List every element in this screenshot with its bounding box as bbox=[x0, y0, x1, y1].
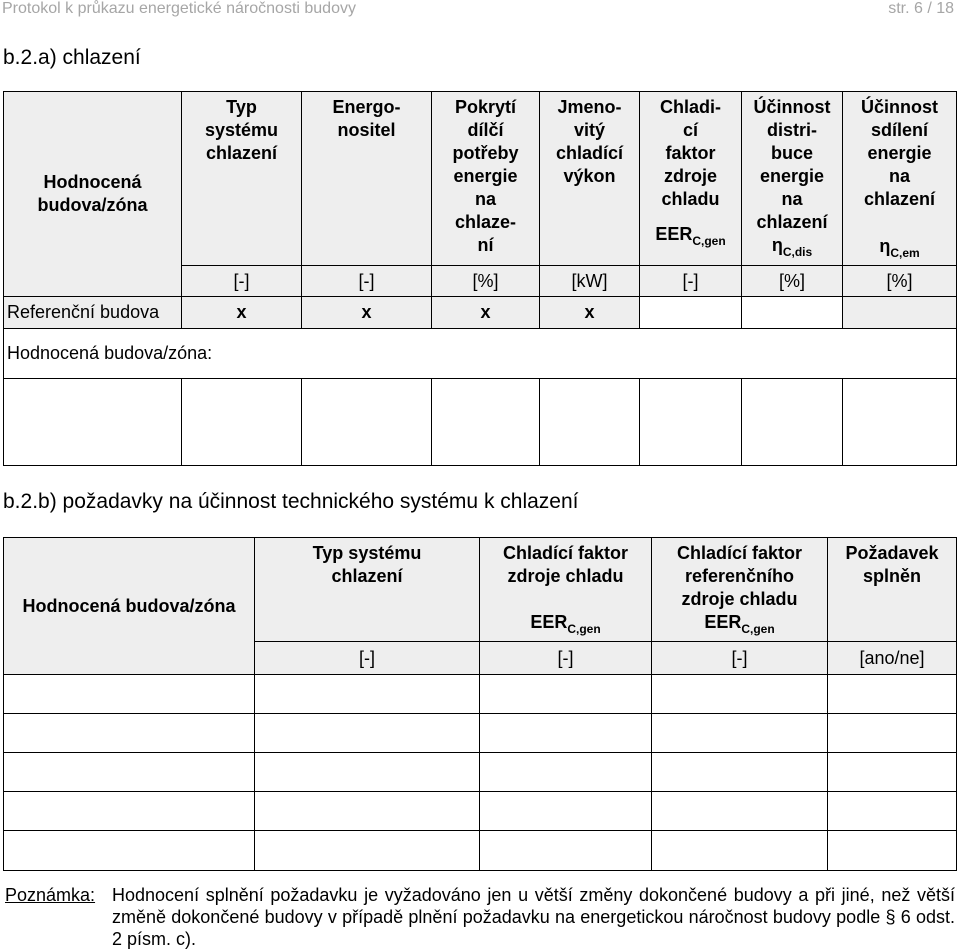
data-row bbox=[4, 675, 957, 714]
data-cell[interactable] bbox=[652, 831, 828, 871]
symbol-eer-ref: $EER_{C,gen}$ bbox=[704, 612, 775, 636]
data-cell[interactable] bbox=[4, 379, 182, 466]
symbol-eer: $EER_{C,gen}$ bbox=[655, 224, 726, 248]
reference-label: Referenční budova bbox=[4, 297, 182, 329]
header-line: sdílení bbox=[870, 120, 928, 140]
header-system-type bbox=[255, 538, 480, 642]
data-cell[interactable] bbox=[4, 675, 255, 714]
header-line: potřeby bbox=[452, 143, 519, 163]
header-line: na bbox=[781, 189, 803, 209]
data-cell[interactable] bbox=[255, 675, 480, 714]
header-line: energie bbox=[453, 166, 518, 186]
unit-cell: [-] bbox=[652, 642, 828, 675]
data-cell[interactable] bbox=[255, 792, 480, 831]
header-line: zdroje chladu bbox=[681, 589, 798, 609]
header-line: chladící bbox=[555, 143, 624, 163]
header-line: faktor bbox=[665, 143, 716, 163]
unit-cell: [-] bbox=[302, 266, 432, 297]
header-line: dílčí bbox=[467, 120, 504, 140]
page-number: str. 6 / 18 bbox=[888, 0, 954, 17]
unit-cell: [%] bbox=[742, 266, 843, 297]
header-line: na bbox=[888, 166, 910, 186]
data-cell[interactable] bbox=[742, 379, 843, 466]
data-cell[interactable] bbox=[640, 379, 742, 466]
data-cell[interactable] bbox=[255, 831, 480, 871]
reference-cell bbox=[843, 297, 957, 329]
header-line: vitý bbox=[573, 120, 606, 140]
header-energy-carrier bbox=[302, 92, 432, 266]
header-line: výkon bbox=[563, 166, 616, 186]
header-line: chlazení bbox=[331, 566, 403, 586]
row-label-header-text: Hodnocená budova/zóna bbox=[37, 172, 148, 215]
header-line: Požadavek bbox=[845, 543, 939, 563]
header-line: energie bbox=[759, 166, 825, 186]
header-line: Účinnost bbox=[753, 97, 831, 117]
reference-cell: x bbox=[182, 297, 302, 329]
header-line: Typ bbox=[226, 97, 257, 117]
note-text: Hodnocení splnění požadavku je vyžadováno jen u větší změny dokončené budovy a při jiné, než větší změně dokončené budovy v případě plnění požadavku na energetickou náročnost budovy podle § 6 odst. 2 písm. c). bbox=[112, 885, 955, 949]
data-cell[interactable] bbox=[828, 714, 957, 753]
symbol-eta-em: $\eta_{C,em}$ bbox=[879, 236, 920, 260]
unit-cell: [-] bbox=[182, 266, 302, 297]
data-cell[interactable] bbox=[255, 714, 480, 753]
header-nominal-power bbox=[540, 92, 640, 266]
header-line: Typ systému bbox=[312, 543, 422, 563]
data-cell[interactable] bbox=[182, 379, 302, 466]
header-line: nositel bbox=[337, 120, 396, 140]
requirements-table bbox=[3, 537, 957, 871]
unit-cell: [-] bbox=[255, 642, 480, 675]
note-label: Poznámka: bbox=[5, 885, 96, 905]
data-cell[interactable] bbox=[4, 831, 255, 871]
unit-cell: [ano/ne] bbox=[828, 642, 957, 675]
page-header bbox=[2, 0, 954, 26]
symbol-eer: $EER_{C,gen}$ bbox=[530, 612, 601, 636]
header-line: zdroje chladu bbox=[507, 566, 624, 586]
section-a-title: b.2.a) chlazení bbox=[3, 46, 141, 69]
header-line: Chladící faktor bbox=[676, 543, 803, 563]
data-cell[interactable] bbox=[540, 379, 640, 466]
header-line: chlazení bbox=[756, 212, 828, 232]
header-line: chladu bbox=[661, 189, 720, 209]
header-line: chlazení bbox=[863, 189, 936, 209]
header-line: buce bbox=[770, 143, 813, 163]
data-cell[interactable] bbox=[480, 831, 652, 871]
data-cell[interactable] bbox=[302, 379, 432, 466]
row-label-header bbox=[4, 538, 255, 675]
data-cell[interactable] bbox=[652, 714, 828, 753]
header-cooling-factor bbox=[640, 92, 742, 266]
evaluated-label: Hodnocená budova/zóna: bbox=[4, 329, 957, 379]
data-cell[interactable] bbox=[828, 792, 957, 831]
header-emission-efficiency bbox=[843, 92, 957, 266]
header-requirement-met bbox=[828, 538, 957, 642]
unit-cell: [%] bbox=[432, 266, 540, 297]
unit-cell: [-] bbox=[480, 642, 652, 675]
data-cell[interactable] bbox=[480, 792, 652, 831]
reference-cell: x bbox=[302, 297, 432, 329]
header-system-type bbox=[182, 92, 302, 266]
evaluated-label-row bbox=[4, 329, 957, 379]
section-b-title: b.2.b) požadavky na účinnost technického systému k chlazení bbox=[3, 490, 579, 513]
data-cell[interactable] bbox=[828, 831, 957, 871]
data-cell[interactable] bbox=[480, 714, 652, 753]
data-cell[interactable] bbox=[828, 753, 957, 792]
header-line: zdroje bbox=[663, 166, 717, 186]
cooling-table bbox=[3, 91, 957, 466]
evaluated-data-row bbox=[4, 379, 957, 466]
data-row bbox=[4, 831, 957, 871]
data-cell[interactable] bbox=[652, 675, 828, 714]
data-cell[interactable] bbox=[255, 753, 480, 792]
header-line: chlazení bbox=[205, 143, 278, 163]
reference-row bbox=[4, 297, 957, 329]
header-distribution-efficiency bbox=[742, 92, 843, 266]
unit-cell: [-] bbox=[640, 266, 742, 297]
reference-cell: x bbox=[540, 297, 640, 329]
header-line: energie bbox=[867, 143, 932, 163]
header-cooling-factor bbox=[480, 538, 652, 642]
header-line: Chladi- bbox=[660, 97, 721, 117]
symbol-eta-dis: $\eta_{C,dis}$ bbox=[771, 235, 813, 259]
data-cell[interactable] bbox=[4, 714, 255, 753]
header-line: Energo- bbox=[332, 97, 401, 117]
header-line: distri- bbox=[766, 120, 817, 140]
data-cell[interactable] bbox=[432, 379, 540, 466]
unit-cell: [%] bbox=[843, 266, 957, 297]
reference-cell bbox=[640, 297, 742, 329]
document-title: Protokol k průkazu energetické náročnosti budovy bbox=[2, 0, 356, 17]
header-line: cí bbox=[682, 120, 698, 140]
data-cell[interactable] bbox=[828, 675, 957, 714]
row-label-header bbox=[4, 92, 182, 297]
data-cell[interactable] bbox=[652, 792, 828, 831]
header-line: Jmeno- bbox=[557, 97, 622, 117]
data-row bbox=[4, 753, 957, 792]
header-line: Účinnost bbox=[860, 97, 938, 117]
header-line: na bbox=[474, 189, 496, 209]
header-reference-cooling-factor bbox=[652, 538, 828, 642]
header-line: ní bbox=[477, 235, 494, 255]
header-line: referenčního bbox=[684, 566, 795, 586]
data-cell[interactable] bbox=[480, 753, 652, 792]
header-line: Pokrytí bbox=[454, 97, 517, 117]
header-line: Chladící faktor bbox=[502, 543, 629, 563]
data-row bbox=[4, 714, 957, 753]
reference-cell bbox=[742, 297, 843, 329]
header-line: splněn bbox=[862, 566, 921, 586]
unit-cell: [kW] bbox=[540, 266, 640, 297]
reference-cell: x bbox=[432, 297, 540, 329]
data-cell[interactable] bbox=[4, 753, 255, 792]
data-cell[interactable] bbox=[480, 675, 652, 714]
header-coverage bbox=[432, 92, 540, 266]
data-cell[interactable] bbox=[4, 792, 255, 831]
data-cell[interactable] bbox=[843, 379, 957, 466]
row-label-header-text: Hodnocená budova/zóna bbox=[22, 595, 236, 616]
data-cell[interactable] bbox=[652, 753, 828, 792]
header-line: systému bbox=[204, 120, 279, 140]
data-row bbox=[4, 792, 957, 831]
header-line: chlaze- bbox=[454, 212, 517, 232]
